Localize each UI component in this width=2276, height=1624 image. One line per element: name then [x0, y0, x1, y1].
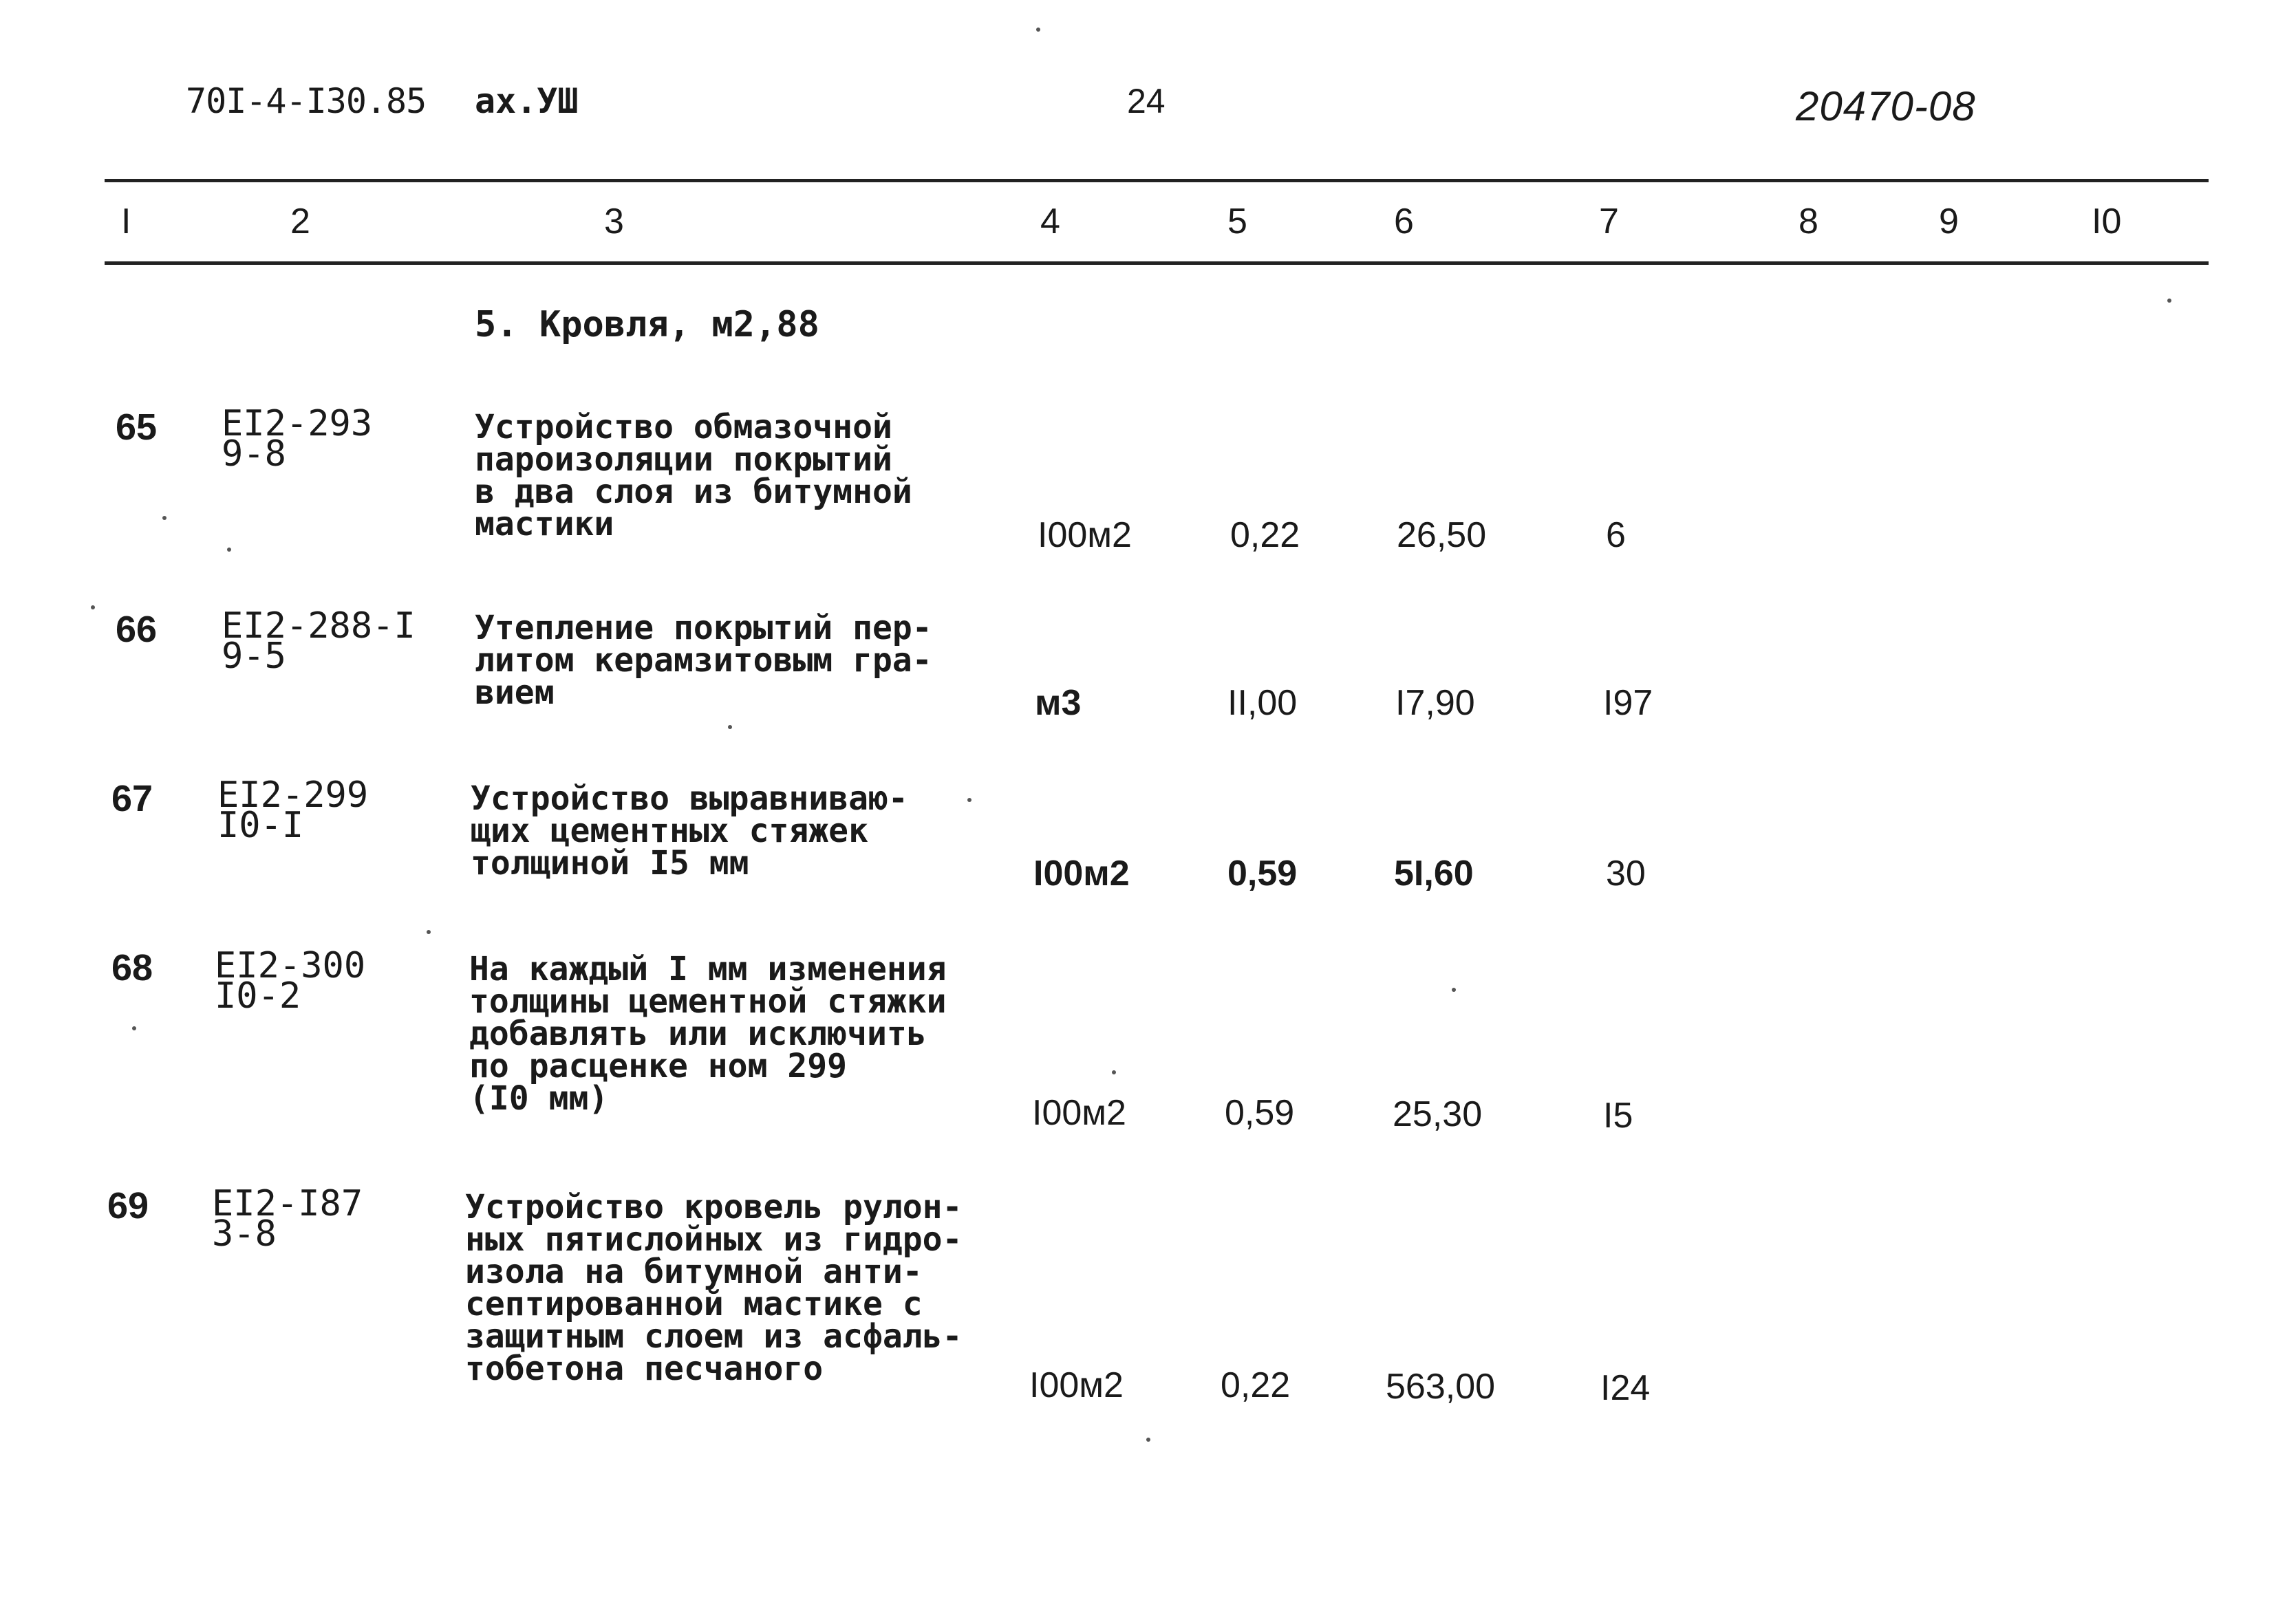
column-number-10: I0	[2092, 202, 2122, 241]
document-code: 70I-4-I30.85	[186, 81, 427, 121]
table-top-rule	[105, 179, 2209, 182]
description-line: Утепление покрытий пер-	[475, 609, 932, 647]
unit: I00м2	[1038, 515, 1132, 555]
column-number-3: 3	[604, 202, 624, 241]
quantity: 0,59	[1227, 854, 1298, 894]
description-line: толщиной I5 мм	[471, 844, 749, 883]
unit-price: 25,30	[1393, 1094, 1483, 1134]
rate-code	[222, 605, 416, 677]
row-number: 65	[116, 407, 158, 448]
scan-speck	[1112, 1070, 1116, 1074]
column-number-9: 9	[1939, 202, 1959, 241]
work-description	[469, 950, 947, 1118]
scan-speck	[132, 1026, 136, 1030]
scan-speck	[1146, 1438, 1150, 1442]
quantity: 0,22	[1230, 515, 1300, 555]
rate-code-line: I0-I	[217, 805, 304, 846]
page-number: 24	[1127, 82, 1166, 120]
column-number-7: 7	[1599, 202, 1619, 241]
description-line: толщины цементной стяжки	[469, 982, 947, 1021]
description-line: литом керамзитовым гра-	[475, 641, 932, 680]
rate-code	[212, 1183, 363, 1255]
total-cost: I5	[1603, 1096, 1633, 1136]
scan-speck	[967, 798, 971, 802]
rate-code-line: 9-5	[222, 636, 286, 677]
description-line: добавлять или исключить	[469, 1015, 927, 1053]
description-line: Устройство выравниваю-	[471, 779, 908, 818]
total-cost: I97	[1603, 683, 1653, 723]
rate-code-line: EI2-299	[217, 775, 369, 816]
work-description	[465, 1188, 963, 1388]
column-number-5: 5	[1227, 202, 1247, 241]
rate-code-line: EI2-300	[215, 945, 366, 986]
description-line: вием	[475, 673, 555, 712]
total-cost: I24	[1600, 1368, 1651, 1408]
column-number-6: 6	[1394, 202, 1414, 241]
scan-speck	[1036, 28, 1040, 32]
description-line: (I0 мм)	[469, 1079, 609, 1118]
rate-code-line: EI2-293	[222, 403, 373, 444]
quantity: II,00	[1227, 683, 1298, 723]
description-line: в два слоя из битумной	[475, 473, 912, 511]
row-number: 68	[111, 947, 153, 988]
column-number-1: I	[121, 202, 131, 241]
column-number-4: 4	[1040, 202, 1060, 241]
rate-code	[222, 403, 373, 475]
quantity: 0,59	[1225, 1093, 1295, 1133]
unit-price: I7,90	[1395, 683, 1475, 723]
rate-code	[215, 945, 366, 1017]
work-description	[475, 408, 912, 543]
section-title: 5. Кровля, м2,88	[475, 304, 819, 345]
total-cost: 30	[1606, 854, 1646, 894]
scan-speck	[427, 930, 431, 934]
description-line: тобетона песчаного	[465, 1350, 824, 1388]
unit: I00м2	[1033, 854, 1130, 894]
unit: м3	[1035, 683, 1082, 723]
column-number-2: 2	[290, 202, 310, 241]
rate-code-line: 9-8	[222, 433, 286, 475]
rate-code	[217, 775, 369, 846]
description-line: по расценке ном 299	[469, 1047, 848, 1085]
scan-speck	[91, 605, 95, 609]
rate-code-line: I0-2	[215, 975, 301, 1017]
unit-price: 26,50	[1397, 515, 1487, 555]
scan-speck	[162, 516, 167, 520]
scan-speck	[1452, 988, 1456, 992]
description-line: мастики	[475, 505, 614, 543]
row-number: 66	[116, 609, 158, 650]
row-number: 69	[107, 1185, 149, 1226]
row-number: 67	[111, 778, 153, 819]
description-line: изола на битумной анти-	[465, 1253, 923, 1291]
unit-price: 563,00	[1386, 1367, 1496, 1407]
description-line: септированной мастике с	[465, 1285, 923, 1323]
scan-speck	[728, 725, 732, 729]
description-line: На каждый I мм изменения	[469, 950, 947, 988]
column-number-8: 8	[1799, 202, 1818, 241]
rate-code-line: EI2-288-I	[222, 605, 416, 647]
total-cost: 6	[1606, 515, 1626, 555]
work-description	[475, 609, 932, 712]
unit: I00м2	[1029, 1365, 1124, 1405]
description-line: защитным слоем из асфаль-	[465, 1317, 963, 1356]
unit-price: 5I,60	[1394, 854, 1474, 894]
quantity: 0,22	[1221, 1365, 1291, 1405]
description-line: Устройство обмазочной	[475, 408, 892, 446]
scan-speck	[227, 548, 231, 552]
description-line: Устройство кровель рулон-	[465, 1188, 963, 1226]
scan-speck	[2167, 299, 2171, 303]
work-description	[471, 779, 908, 883]
description-line: ных пятислойных из гидро-	[465, 1220, 963, 1259]
unit: I00м2	[1032, 1093, 1126, 1133]
sheet-label: ах.УШ	[475, 81, 579, 121]
handwritten-archive-number: 20470-08	[1796, 83, 1976, 129]
description-line: щих цементных стяжек	[471, 812, 868, 850]
rate-code-line: EI2-I87	[212, 1183, 363, 1224]
rate-code-line: 3-8	[212, 1213, 277, 1255]
description-line: пароизоляции покрытий	[475, 440, 892, 479]
table-header-rule	[105, 261, 2209, 265]
